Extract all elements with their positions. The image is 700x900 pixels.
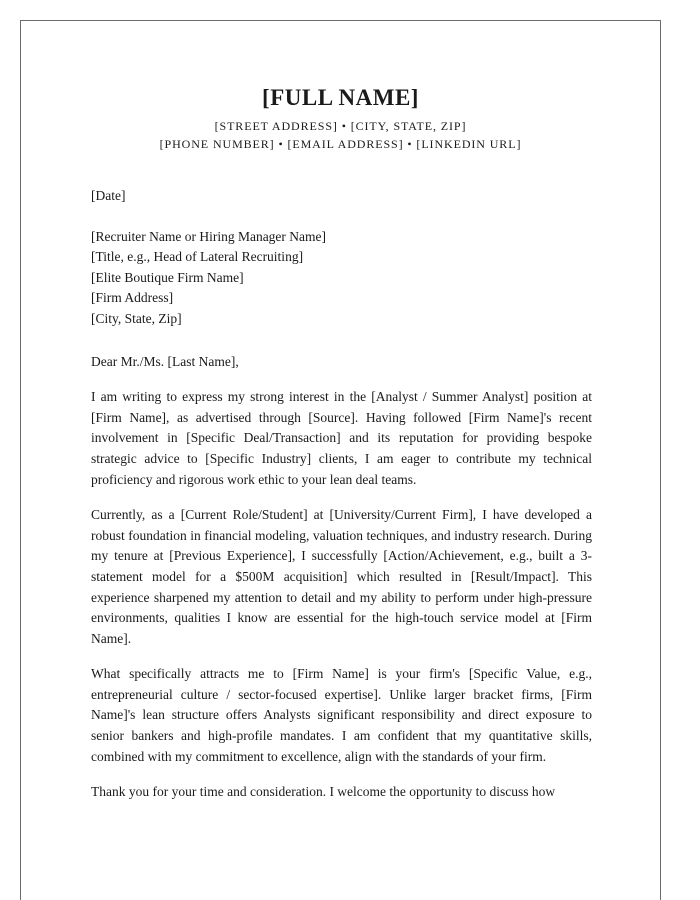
- recipient-firm: [Elite Boutique Firm Name]: [91, 269, 244, 285]
- recipient-address: [Firm Address]: [91, 290, 174, 306]
- full-name: [FULL NAME]: [262, 85, 419, 110]
- salutation: Dear Mr./Ms. [Last Name],: [91, 353, 239, 369]
- contact-info: [21, 117, 660, 153]
- date: [Date]: [91, 188, 126, 203]
- phone-email-linkedin-line: [PHONE NUMBER] • [EMAIL ADDRESS] • [LINKEDIN URL]: [159, 137, 522, 151]
- recipient-title: [Title, e.g., Head of Lateral Recruiting]: [91, 249, 304, 265]
- body-paragraph: I am writing to express my strong interest in the [Analyst / Summer Analyst] position at [Firm Name], as advertised through [Source]. Having followed [Firm Name]'s recent involvement in [Specific Deal/Transaction] and its reputation for providing bespoke strategic advice to [Specific Industry] clients, I am eager to contribute my technical proficiency and rigorous work ethic to your lean deal teams.: [91, 389, 592, 487]
- recipient-block: [91, 227, 592, 330]
- body-paragraph: Thank you for your time and consideration. I welcome the opportunity to discuss how: [91, 784, 556, 800]
- body-paragraph: Currently, as a [Current Role/Student] at [University/Current Firm], I have developed a robust foundation in financial modeling, valuation techniques, and industry research. During my tenure at [Previous Experience], I successfully [Action/Achievement, e.g., built a 3-statement model for a $500M acquisition] which resulted in [Result/Impact]. This experience sharpened my attention to detail and my ability to perform under high-pressure environments, qualities I know are essential for the high-touch service model at [Firm Name].: [91, 507, 592, 646]
- letterhead: [21, 83, 660, 153]
- recipient-city-state-zip: [City, State, Zip]: [91, 310, 182, 326]
- recipient-name: [Recruiter Name or Hiring Manager Name]: [91, 228, 327, 244]
- letter-page: [20, 20, 661, 900]
- letter-body: [91, 186, 592, 818]
- address-line: [STREET ADDRESS] • [CITY, STATE, ZIP]: [214, 119, 467, 133]
- body-paragraph: What specifically attracts me to [Firm Name] is your firm's [Specific Value, e.g., entrepreneurial culture / sector-focused expertise]. Unlike larger bracket firms, [Firm Name]'s lean structure offers Analysts significant responsibility and direct exposure to senior bankers and high-profile mandates. I am confident that my quantitative skills, combined with my commitment to excellence, align with the standards of your firm.: [91, 666, 592, 764]
